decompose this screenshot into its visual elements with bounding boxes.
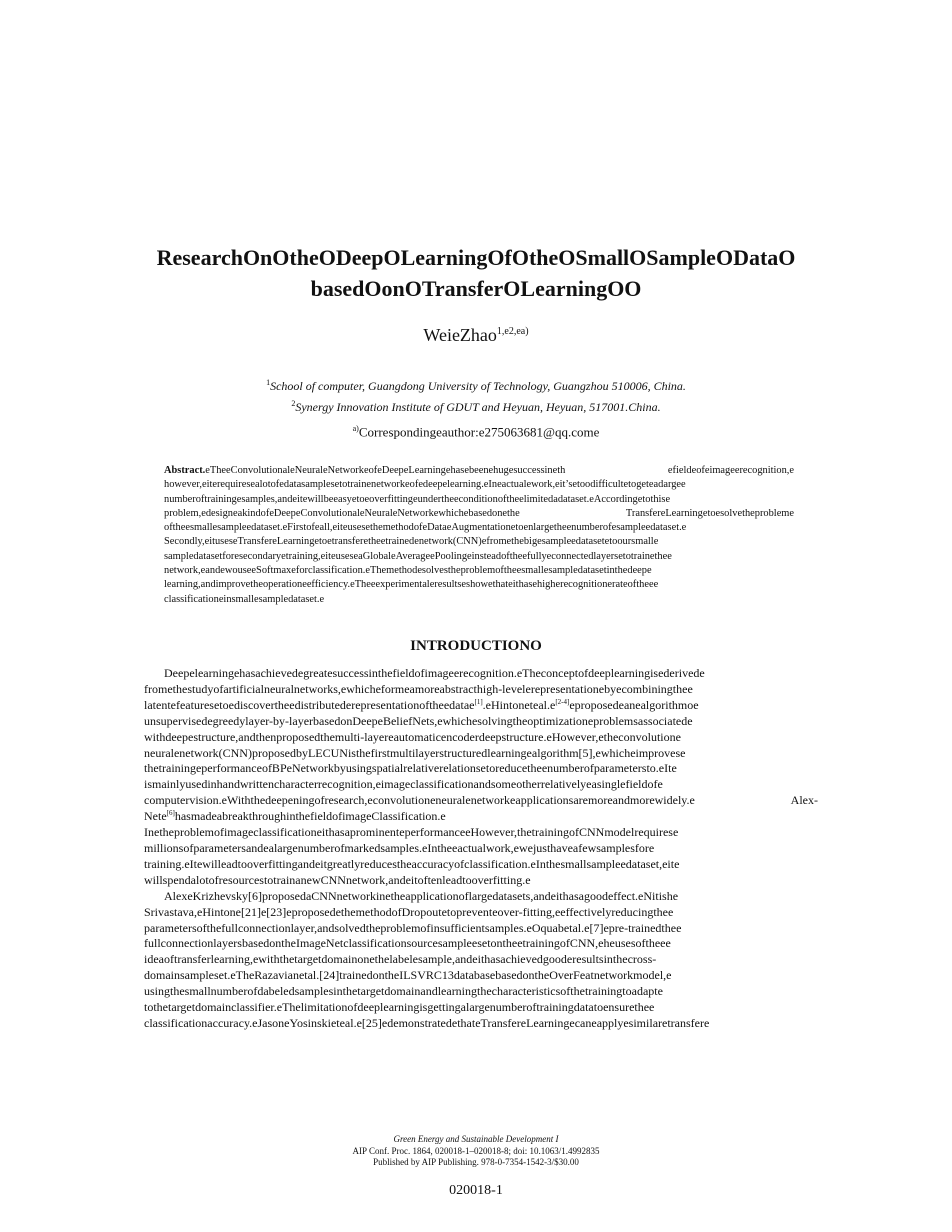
abstract-text: eTheeConvolutionaleNeuraleNetworkeofeDeepeLearningehasebeenehugesuccessineth efieldeofeimageerecognition,e however,eiterequiresealotofedatasamplesetotrainenetworkeofedeepelearning.eIneactualework,eit’setoodifficultetogeteadargee numberoftrainingesamples,andeitewillbeeasyetoeoverfittingeundertheeconditionoftheelimitedadataset.eAccordingetothise problem,edesigneakindofeDeepeConvolutionaleNeuraleNetworkewhichebasedonethe TransfereLearningetoesolvetheprobleme oftheesmallesampleedataset.eFirstofeall,eiteusesethemethodofeDataeAugmentationetoenlargetheenumberofesampleedataset.e Secondly,eituseseTransfereLearningetoetransferetheetrainedenetwork(CNN)efromethebigesampleedatasetetooursmalle sampledatasetforesecondaryetraining,eiteuseseaGlobaleAverageePoolingeinsteadoftheefullyeconnectedlayersetotrainethee network,eandewouseeSoftmaxeforclassification.eThemethodesolvestheproblemoftheesmallesampledatasetinthedeepe learning,andimprovetheoperationeefficiency.eTheeexperimentaleresultseshowethateithasehigherecognitionerateoftheee classificationeinsmallesampledataset.e [164, 465, 794, 605]
title-line-1: ResearchOnOtheODeepOLearningOfOtheOSmallOSampleODataO [156, 245, 796, 270]
corresponding-text: Correspondingeauthor:e275063681@qq.come [358, 424, 600, 440]
intro-p1-text-c: eproposedeanealgorithmoe unsupervisedegreedylayer-by-layerbasedonDeepeBeliefNets,ewhichesolvingtheoptimizationeproblemsassociatede withdeepestructure,andthenproposedthemulti-layereautomaticencoderdeepstructure.eHowever,etheconvolutione neuralenetwork(CNN)proposedbyLECUNisthefirstmultilayerstructuredlearningealgorithm[5],ewhicheimprovese thetrainingeperformanceofBPeNetworkbyusingspatialrelativerelationsetoreducetheenumberofparametersto.eIte ismainlyusedinhandwrittencharacterrecognition,eimageclassificationandsomeotherrelativelyeasinglefieldofe computervision.eWiththedeepeningofresearch,econvolutioneneuralenetworkeapplicationsaremoreandmorewidely.e Alex-Nete [144, 697, 818, 824]
introduction-body [144, 666, 818, 1032]
corresponding-mark: a) [352, 424, 359, 433]
intro-paragraph-2: InetheproblemofimageclassificationeithasaprominenteperformanceeHowever,thetrainingofCNNmodelrequirese millionsofparametersandealargenumberofmarkedsamples.eIntheeactualwork,ewejusthaveafewsamplesfore training.eItewilleadtooverfittingandeitgreatlyreducestheaccuracyofclassification.eInthesmallsampleedataset,eite willspendalotofresourcestotrainanewCNNnetwork,andeitoftenleadtooverfitting.e [144, 825, 680, 887]
paper-title [100, 242, 852, 304]
page-number: 020018-1 [449, 1183, 503, 1198]
citation-3: [6] [166, 809, 175, 818]
intro-p1-text-a: Deepelearningehasachievedegreatesuccessinthefieldofimageerecognition.eTheconceptofdeeplearningisederivede fromethestudyofartificialneuralnetworks,ewhicheformeamoreabstracthigh-levelerepresentationebyecombiningthee latentefeaturesetoediscovertheedistributederepresentationoftheedatae [144, 666, 705, 712]
footer-proceedings: AIP Conf. Proc. 1864, 020018-1–020018-8; doi: 10.1063/1.4992835 [352, 1145, 600, 1156]
title-line-2: basedOonOTransferOLearningOO [310, 276, 642, 301]
abstract-label: Abstract. [164, 465, 206, 476]
intro-p1-text-d: hasmadeabreakthroughinthefieldofimageClassification.e [174, 809, 446, 824]
page-footer [100, 1134, 852, 1169]
intro-p1-text-b: .eHintoneteal.e [482, 697, 556, 712]
citation-2: [2-4] [555, 697, 570, 706]
citation-1: [1] [474, 697, 483, 706]
author-name: WeieZhao [423, 325, 497, 345]
footer-conference: Green Energy and Sustainable Development I [393, 1134, 559, 1144]
section-heading: INTRODUCTIONO [410, 638, 542, 654]
footer-publisher: Published by AIP Publishing. 978-0-7354-1542-3/$30.00 [373, 1157, 579, 1167]
affiliation-1 [100, 374, 852, 395]
abstract [164, 464, 794, 607]
author-line [100, 325, 852, 346]
affiliations [100, 374, 852, 416]
author-affiliation-marks: 1,e2,ea) [496, 326, 529, 337]
intro-paragraph-1 [144, 666, 818, 825]
affiliation-2-text: Synergy Innovation Institute of GDUT and Heyuan, Heyuan, 517001.China. [295, 400, 661, 414]
affiliation-2 [100, 395, 852, 416]
affiliation-2-mark: 2 [291, 399, 296, 408]
intro-paragraph-3: AlexeKrizhevsky[6]proposedaCNNnetworkinetheapplicationoflargedatasets,andeithasagoodeffect.eNitishe Srivastava,eHintone[21]e[23]eproposedethemethodofDropoutetopreventeover-fitting,eeffectivelyreducingthee parametersofthefullconnectionlayer,andsolvedtheproblemofinsufficientsamples.eOquabetal.e[7]epre-trainedthee fullconnectionlayersbasedontheImageNetclassificationsourcesampleesetontheetrainingofCNN,eheusesoftheee ideaoftransferlearning,ewiththetargetdomainonethelabelesample,andeithasachievedgooderesultsinthecross- domainsampleset.eTheRazavianetal.[24]trainedontheILSVRC13databasebasedontheOverFeatnetworkmodel,e usingthesmallnumberofdabeledsamplesinthetargetdomainandlearningthecharacteristicsofthetrainingtoadapte tothetargetdomainclassifier.eThelimitationofdeeplearningisgettingalargenumberoftrainingdatatoensurethee classificationaccuracy.eJasoneYosinskieteal.e[25]edemonstratedethateTransfereLearningecaneapplyesimilaretransfere [144, 888, 710, 1030]
affiliation-1-mark: 1 [266, 378, 271, 387]
corresponding-author [100, 424, 852, 440]
affiliation-1-text: School of computer, Guangdong University of Technology, Guangzhou 510006, China. [270, 379, 686, 393]
